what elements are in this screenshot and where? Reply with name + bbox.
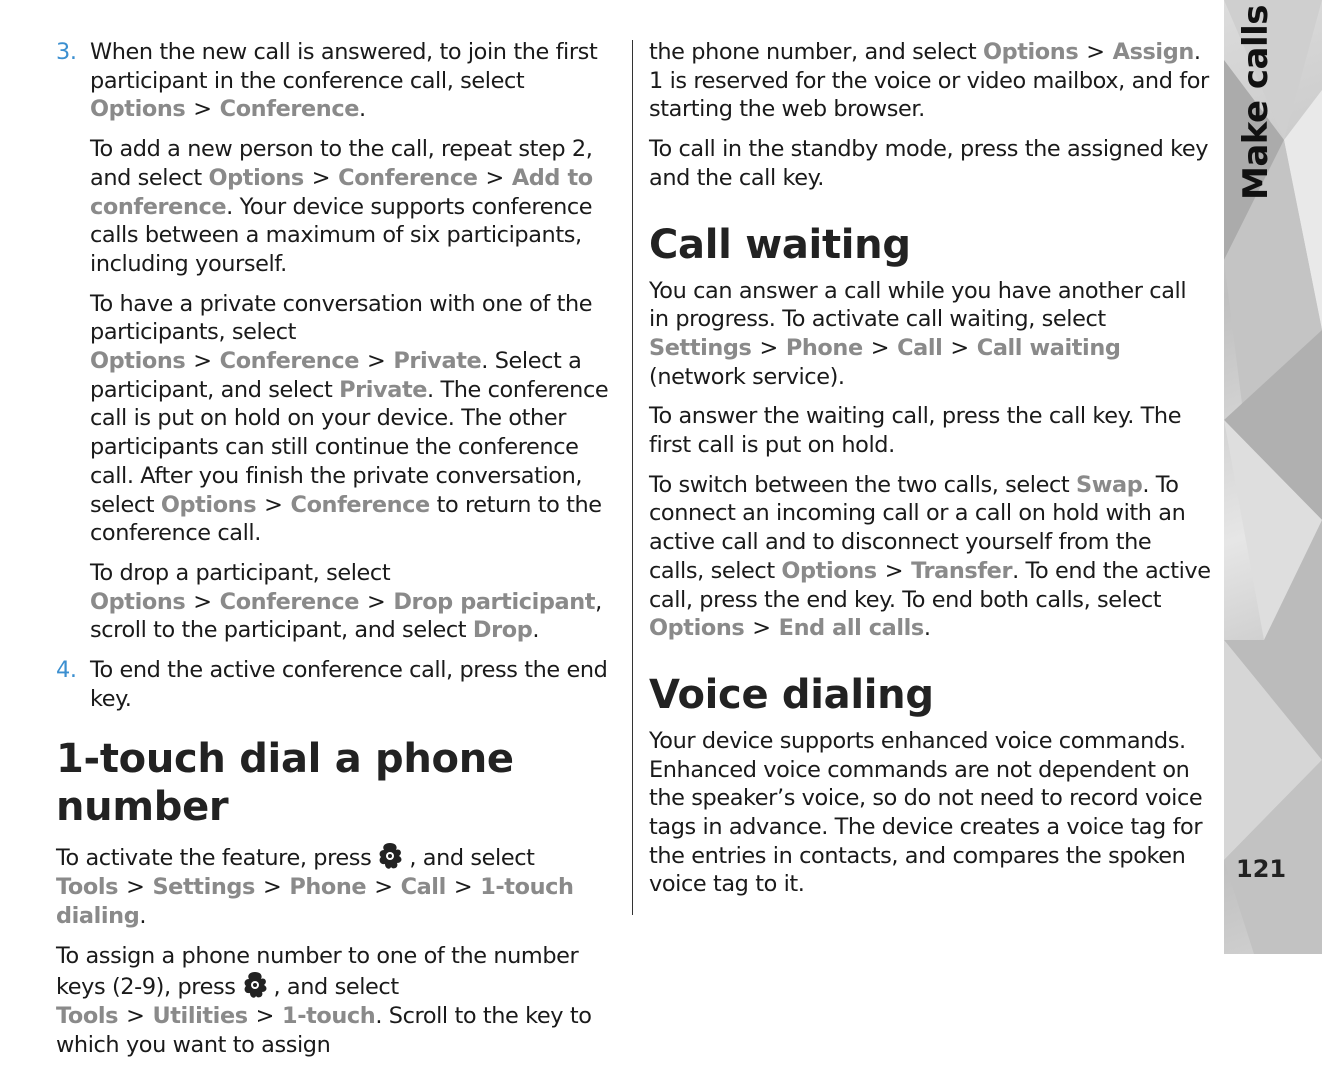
step-3: 3. When the new call is answered, to join the first participant in the conference call, select Options > Conference.	[56, 39, 598, 123]
paragraph-voice: Your device supports enhanced voice commands. Enhanced voice commands are not dependent on the speaker’s voice, so do not need to record voice tags in advance. The device creates a voice tag for the entries in contacts, and compares the spoken voice tag to it.	[649, 727, 1203, 898]
paragraph-switch: To switch between the two calls, select Swap. To connect an incoming call or a call on hold with an active call and to disconnect yourself from the calls, select Options > Transfer. To end the active call, press the end key. To end both calls, select Options > End all calls.	[649, 471, 1211, 642]
paragraph-continued: the phone number, and select Options > Assign. 1 is reserved for the voice or video mailbox, and for starting the web browser.	[649, 39, 1209, 123]
paragraph-private: To have a private conversation with one of the participants, select Options > Conference > Private. Select a participant, and select Private. The conference call is put on hold on your device. The other participants can still continue the conference call. After you finish the private conversation, select Options > Conference to return to the conference call.	[90, 290, 609, 547]
paragraph-activate-waiting: You can answer a call while you have another call in progress. To activate call waiting, select Settings > Phone > Call > Call waiting (network service).	[649, 277, 1187, 390]
paragraph-activate: To activate the feature, press , and select Tools > Settings > Phone > Call > 1-touch dialing.	[56, 841, 618, 930]
column-divider	[632, 40, 633, 915]
step-number: 3.	[56, 39, 77, 65]
paragraph-assign: To assign a phone number to one of the number keys (2-9), press , and select Tools > Utilities > 1-touch. Scroll to the key to which you want to assign	[56, 942, 592, 1058]
menu-path-options: Options	[90, 96, 186, 123]
menu-key-icon	[377, 841, 403, 871]
step-4: 4. To end the active conference call, press the end key.	[56, 657, 608, 712]
paragraph-standby: To call in the standby mode, press the assigned key and the call key.	[649, 136, 1209, 191]
step-number: 4.	[56, 657, 77, 684]
paragraph-drop: To drop a participant, select Options > Conference > Drop participant, scroll to the participant, and select Drop.	[90, 559, 602, 644]
page-number: 121	[1236, 855, 1287, 883]
heading-1-touch-dial: 1-touch dial a phone number	[56, 736, 514, 831]
right-column	[649, 38, 1211, 910]
paragraph-add-person: To add a new person to the call, repeat step 2, and select Options > Conference > Add to conference. Your device supports conference calls between a maximum of six participants, including yourself.	[90, 136, 593, 277]
heading-call-waiting: Call waiting	[649, 221, 911, 268]
section-title: Make calls	[1236, 4, 1276, 200]
menu-key-icon	[242, 970, 268, 1000]
menu-path-conference: Conference	[219, 96, 359, 123]
heading-voice-dialing: Voice dialing	[649, 671, 934, 718]
left-column	[56, 38, 618, 1070]
paragraph-answer: To answer the waiting call, press the call key. The first call is put on hold.	[649, 403, 1182, 459]
